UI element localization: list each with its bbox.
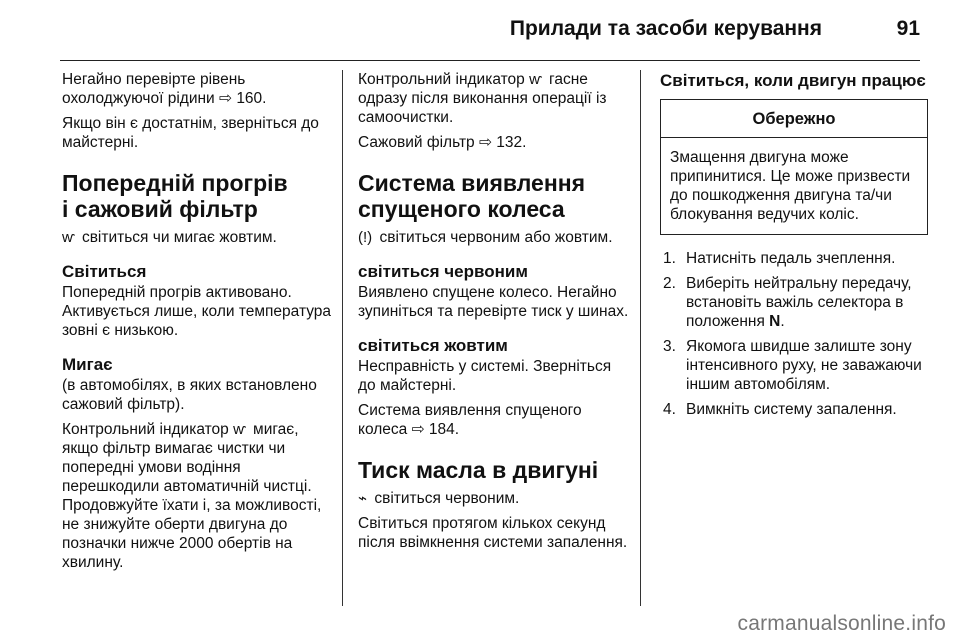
glow-plug-icon: ⱳ bbox=[529, 71, 542, 88]
glow-plug-icon: ⱳ bbox=[233, 421, 246, 438]
paragraph: Негайно перевірте рівень охолоджуючої рідини ⇨ 160. bbox=[62, 71, 267, 107]
column-divider bbox=[640, 70, 641, 606]
paragraph: Якщо він є достатнім, зверніться до майстерні. bbox=[62, 115, 319, 151]
paragraph: (!) світиться червоним або жовтим. bbox=[358, 229, 613, 246]
subheading-running: Світиться, коли двигун працює bbox=[660, 71, 926, 90]
subheading-red: світиться червоним bbox=[358, 262, 528, 281]
paragraph: Контрольний індикатор ⱳ гасне одразу після виконання операції із самоочистки. bbox=[358, 71, 607, 126]
paragraph: ⌁ світиться червоним. bbox=[358, 490, 520, 507]
paragraph: Виявлено спущене колесо. Негайно зупиніться та перевірте тиск у шинах. bbox=[358, 284, 629, 320]
section-heading-tyre: Система виявлення спущеного колеса bbox=[358, 170, 586, 222]
column-2 bbox=[358, 70, 630, 558]
paragraph: Сажовий фільтр ⇨ 132. bbox=[358, 134, 527, 151]
steps-list bbox=[660, 249, 928, 419]
paragraph: Попередній прогрів активовано. Активується лише, коли температура зовні є низькою. bbox=[62, 284, 332, 339]
list-item: 1. Натисніть педаль зчеплення. bbox=[663, 250, 896, 267]
tyre-pressure-icon: (!) bbox=[358, 229, 373, 246]
subheading-lit: Світиться bbox=[62, 262, 147, 281]
list-item: 3. Якомога швидше залиште зону інтенсивного руху, не заважаючи іншим автомобілям. bbox=[663, 338, 922, 393]
list-item: 4. Вимкніть систему запалення. bbox=[663, 401, 897, 418]
page-title: Прилади та засоби керування bbox=[509, 17, 822, 40]
section-heading-preheat: Попередній прогрів і сажовий фільтр bbox=[62, 170, 288, 222]
subheading-yellow: світиться жовтим bbox=[358, 336, 508, 355]
caution-title: Обережно bbox=[661, 100, 927, 138]
glow-plug-icon: ⱳ bbox=[62, 229, 75, 246]
paragraph: Система виявлення спущеного колеса ⇨ 184. bbox=[358, 402, 582, 438]
column-1 bbox=[62, 70, 334, 578]
column-divider bbox=[342, 70, 343, 606]
caution-box bbox=[660, 99, 928, 235]
caution-text: Змащення двигуна може припинитися. Це може призвести до пошкодження двигуна та/чи блокування ведучих коліс. bbox=[670, 149, 911, 223]
oil-can-icon: ⌁ bbox=[358, 490, 368, 507]
section-heading-oil: Тиск масла в двигуні bbox=[358, 457, 599, 483]
page-number: 91 bbox=[896, 17, 920, 40]
paragraph: Несправність у системі. Зверніться до майстерні. bbox=[358, 358, 612, 394]
column-3 bbox=[660, 70, 928, 425]
paragraph: (в автомобілях, в яких встановлено сажовий фільтр). bbox=[62, 377, 317, 413]
page-header bbox=[60, 0, 920, 61]
paragraph: Світиться протягом кількох секунд після ввімкнення системи запалення. bbox=[358, 515, 628, 551]
paragraph: ⱳ світиться чи мигає жовтим. bbox=[62, 229, 277, 246]
list-item: 2. Виберіть нейтральну передачу, встановіть важіль селектора в положення N. bbox=[663, 275, 912, 330]
watermark: carmanualsonline.info bbox=[737, 612, 946, 635]
subheading-blink: Мигає bbox=[62, 355, 113, 374]
paragraph: Контрольний індикатор ⱳ мигає, якщо фільтр вимагає чистки чи попередні умови водіння перешкодили автоматичній чистці. Продовжуйте їхати і, за можливості, не знижуйте оберти двигуна до позначки нижче 2000 обертів на хвилину. bbox=[62, 421, 322, 571]
